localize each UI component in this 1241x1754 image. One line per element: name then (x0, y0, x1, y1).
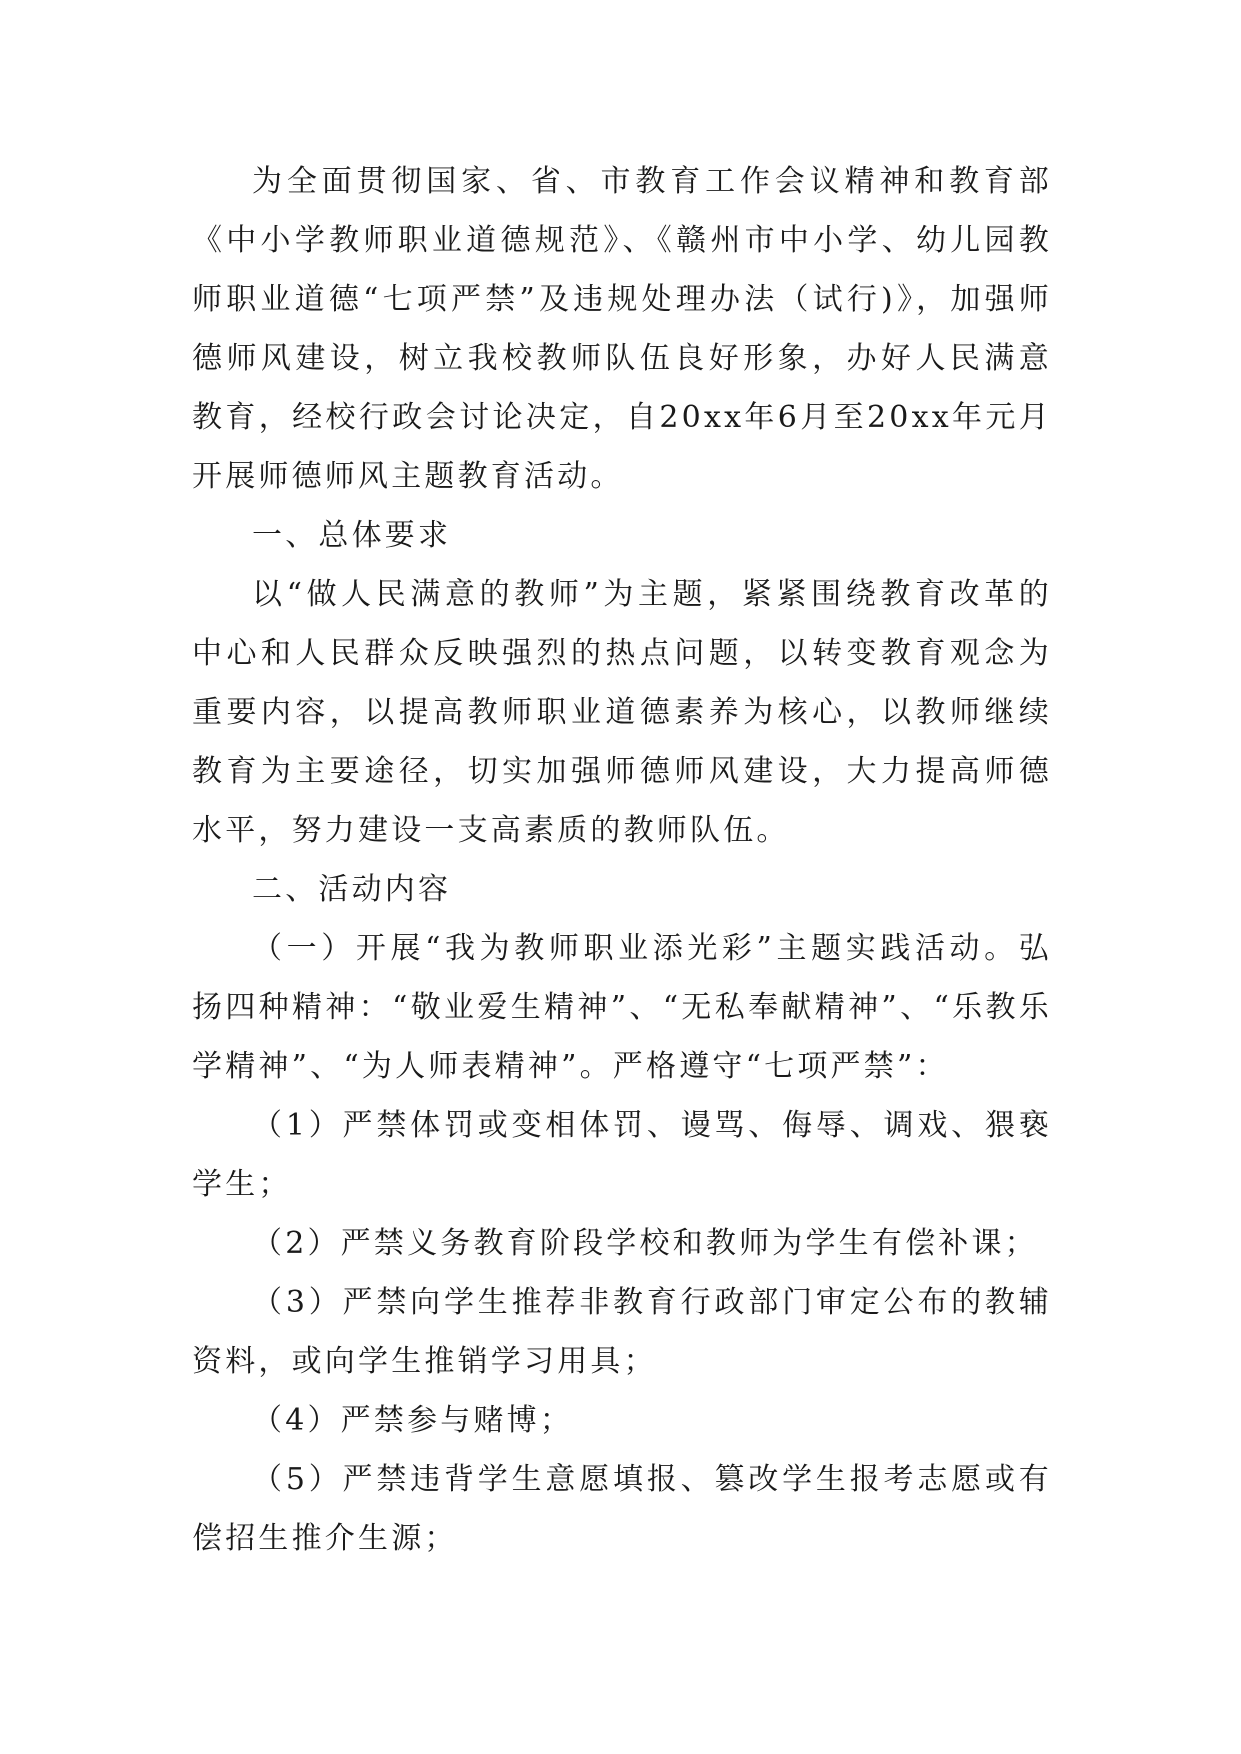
activity-item-1-paragraph: （一）开展“我为教师职业添光彩”主题实践活动。弘扬四种精神：“敬业爱生精神”、“无私奉献精神”、“乐教乐学精神”、“为人师表精神”。严格遵守“七项严禁”： (192, 931, 1052, 1084)
rule-item: （3）严禁向学生推荐非教育行政部门审定公布的教辅资料，或向学生推销学习用具； (192, 1285, 1052, 1379)
rule-item: （5）严禁违背学生意愿填报、篡改学生报考志愿或有偿招生推介生源； (192, 1462, 1052, 1556)
section-heading-activity-content: 二、活动内容 (252, 872, 452, 907)
section-heading-general-requirements: 一、总体要求 (252, 518, 452, 553)
intro-paragraph: 为全面贯彻国家、省、市教育工作会议精神和教育部《中小学教师职业道德规范》、《赣州市中小学、幼儿园教师职业道德“七项严禁”及违规处理办法（试行)》，加强师德师风建设，树立我校教师队伍良好形象，办好人民满意教育，经校行政会讨论决定，自20xx年6月至20xx年元月开展师德师风主题教育活动。 (192, 164, 1052, 494)
rule-item: （4）严禁参与赌博； (252, 1403, 574, 1438)
document-body (192, 152, 1052, 1568)
rule-item: （1）严禁体罚或变相体罚、谩骂、侮辱、调戏、猥亵学生； (192, 1108, 1052, 1202)
rule-item: （2）严禁义务教育阶段学校和教师为学生有偿补课； (252, 1226, 1038, 1261)
general-requirements-paragraph: 以“做人民满意的教师”为主题，紧紧围绕教育改革的中心和人民群众反映强烈的热点问题，以转变教育观念为重要内容，以提高教师职业道德素养为核心，以教师继续教育为主要途径，切实加强师德师风建设，大力提高师德水平，努力建设一支高素质的教师队伍。 (192, 577, 1052, 848)
